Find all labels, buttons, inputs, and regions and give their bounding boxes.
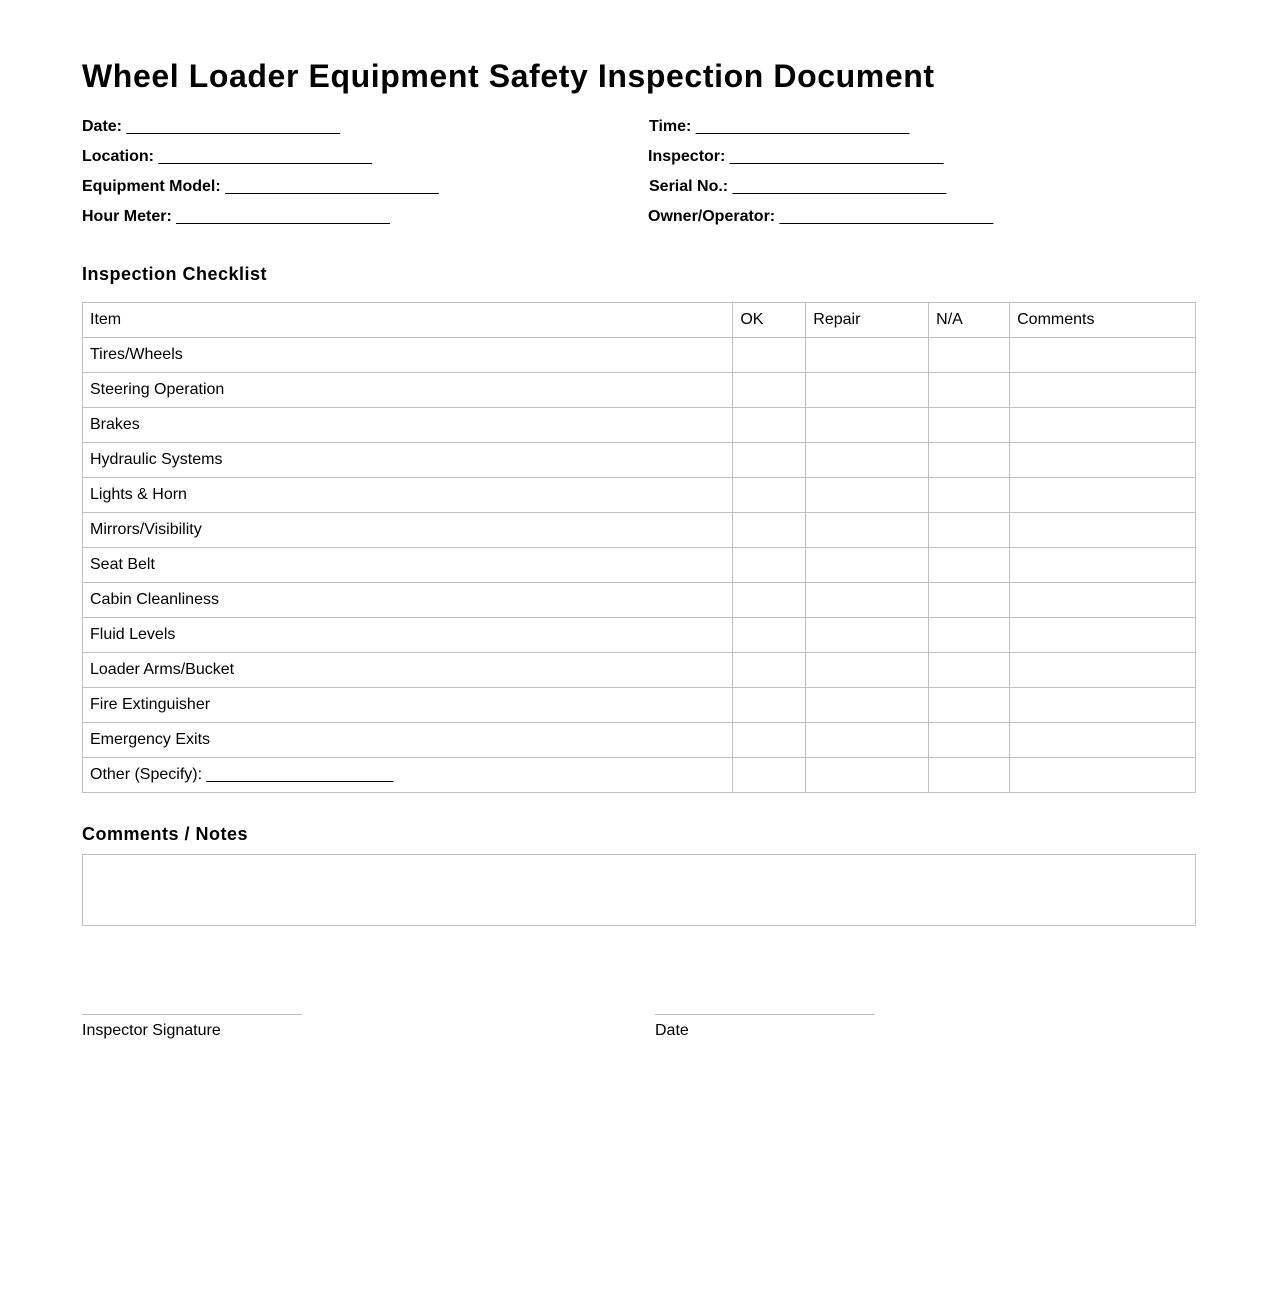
location-label: Location: [82, 148, 154, 165]
comments-cell[interactable] [1010, 583, 1196, 618]
inspector-blank[interactable]: ________________________ [729, 148, 944, 165]
signature-date-label: Date [655, 1022, 689, 1039]
na-cell[interactable] [929, 338, 1010, 373]
table-row [83, 548, 1196, 583]
time-label: Time: [649, 118, 692, 135]
repair-cell[interactable] [806, 548, 929, 583]
comments-cell[interactable] [1010, 373, 1196, 408]
item-cell: Loader Arms/Bucket [83, 653, 733, 688]
na-cell[interactable] [929, 373, 1010, 408]
notes-box[interactable] [82, 854, 1196, 926]
ok-cell[interactable] [733, 443, 806, 478]
ok-cell[interactable] [733, 513, 806, 548]
repair-cell[interactable] [806, 618, 929, 653]
na-cell[interactable] [929, 478, 1010, 513]
item-cell: Cabin Cleanliness [83, 583, 733, 618]
item-cell-other[interactable]: Other (Specify): _____________________ [83, 758, 733, 793]
ok-cell[interactable] [733, 688, 806, 723]
repair-cell[interactable] [806, 583, 929, 618]
item-cell: Brakes [83, 408, 733, 443]
na-cell[interactable] [929, 653, 1010, 688]
owner-operator-field[interactable] [648, 208, 993, 226]
document-title: Wheel Loader Equipment Safety Inspection Document [82, 58, 935, 94]
ok-cell[interactable] [733, 653, 806, 688]
date-field[interactable] [82, 118, 340, 136]
table-row [83, 443, 1196, 478]
column-header-ok: OK [733, 303, 806, 338]
na-cell[interactable] [929, 408, 1010, 443]
column-header-comments: Comments [1010, 303, 1196, 338]
repair-cell[interactable] [806, 723, 929, 758]
column-header-item: Item [83, 303, 733, 338]
location-blank[interactable]: ________________________ [158, 148, 373, 165]
comments-cell[interactable] [1010, 338, 1196, 373]
item-cell: Tires/Wheels [83, 338, 733, 373]
inspector-field[interactable] [648, 148, 943, 166]
table-row [83, 373, 1196, 408]
table-row [83, 758, 1196, 793]
ok-cell[interactable] [733, 583, 806, 618]
table-row [83, 723, 1196, 758]
time-blank[interactable]: ________________________ [695, 118, 910, 135]
ok-cell[interactable] [733, 478, 806, 513]
ok-cell[interactable] [733, 723, 806, 758]
notes-heading: Comments / Notes [82, 824, 249, 844]
serial-no-field[interactable] [649, 178, 946, 196]
item-cell: Mirrors/Visibility [83, 513, 733, 548]
item-cell: Emergency Exits [83, 723, 733, 758]
na-cell[interactable] [929, 758, 1010, 793]
table-row [83, 618, 1196, 653]
table-row [83, 478, 1196, 513]
repair-cell[interactable] [806, 443, 929, 478]
na-cell[interactable] [929, 548, 1010, 583]
table-row [83, 653, 1196, 688]
repair-cell[interactable] [806, 758, 929, 793]
inspection-checklist-table [82, 302, 1196, 793]
ok-cell[interactable] [733, 618, 806, 653]
ok-cell[interactable] [733, 548, 806, 583]
item-cell: Fluid Levels [83, 618, 733, 653]
na-cell[interactable] [929, 688, 1010, 723]
na-cell[interactable] [929, 443, 1010, 478]
table-row [83, 338, 1196, 373]
item-cell: Hydraulic Systems [83, 443, 733, 478]
equipment-model-field[interactable] [82, 178, 439, 196]
ok-cell[interactable] [733, 758, 806, 793]
repair-cell[interactable] [806, 688, 929, 723]
repair-cell[interactable] [806, 478, 929, 513]
owner-operator-blank[interactable]: ________________________ [779, 208, 994, 225]
table-row [83, 583, 1196, 618]
date-blank[interactable]: ________________________ [126, 118, 341, 135]
comments-cell[interactable] [1010, 478, 1196, 513]
hour-meter-field[interactable] [82, 208, 390, 226]
item-cell: Fire Extinguisher [83, 688, 733, 723]
comments-cell[interactable] [1010, 723, 1196, 758]
table-row [83, 688, 1196, 723]
serial-no-label: Serial No.: [649, 178, 729, 195]
inspector-signature-label: Inspector Signature [82, 1022, 221, 1039]
equipment-model-blank[interactable]: ________________________ [225, 178, 439, 195]
na-cell[interactable] [929, 618, 1010, 653]
date-label: Date: [82, 118, 123, 135]
ok-cell[interactable] [733, 408, 806, 443]
repair-cell[interactable] [806, 338, 929, 373]
column-header-repair: Repair [806, 303, 929, 338]
na-cell[interactable] [929, 723, 1010, 758]
item-cell: Seat Belt [83, 548, 733, 583]
comments-cell[interactable] [1010, 618, 1196, 653]
comments-cell[interactable] [1010, 513, 1196, 548]
comments-cell[interactable] [1010, 443, 1196, 478]
inspector-signature-line[interactable] [82, 1014, 302, 1015]
hour-meter-label: Hour Meter: [82, 208, 172, 225]
hour-meter-blank[interactable]: ________________________ [176, 208, 390, 225]
comments-cell[interactable] [1010, 408, 1196, 443]
item-cell: Lights & Horn [83, 478, 733, 513]
na-cell[interactable] [929, 513, 1010, 548]
comments-cell[interactable] [1010, 548, 1196, 583]
table-row [83, 408, 1196, 443]
repair-cell[interactable] [806, 408, 929, 443]
location-field[interactable] [82, 148, 372, 166]
item-cell: Steering Operation [83, 373, 733, 408]
comments-cell[interactable] [1010, 653, 1196, 688]
repair-cell[interactable] [806, 653, 929, 688]
repair-cell[interactable] [806, 373, 929, 408]
signature-date-line[interactable] [655, 1014, 875, 1015]
table-header-row [83, 303, 1196, 338]
comments-cell[interactable] [1010, 758, 1196, 793]
equipment-model-label: Equipment Model: [82, 178, 221, 195]
repair-cell[interactable] [806, 513, 929, 548]
table-row [83, 513, 1196, 548]
column-header-na: N/A [929, 303, 1010, 338]
comments-cell[interactable] [1010, 688, 1196, 723]
serial-no-blank[interactable]: ________________________ [732, 178, 947, 195]
ok-cell[interactable] [733, 373, 806, 408]
owner-operator-label: Owner/Operator: [648, 208, 776, 225]
ok-cell[interactable] [733, 338, 806, 373]
na-cell[interactable] [929, 583, 1010, 618]
checklist-heading: Inspection Checklist [82, 264, 268, 284]
time-field[interactable] [649, 118, 909, 136]
inspector-label: Inspector: [648, 148, 726, 165]
